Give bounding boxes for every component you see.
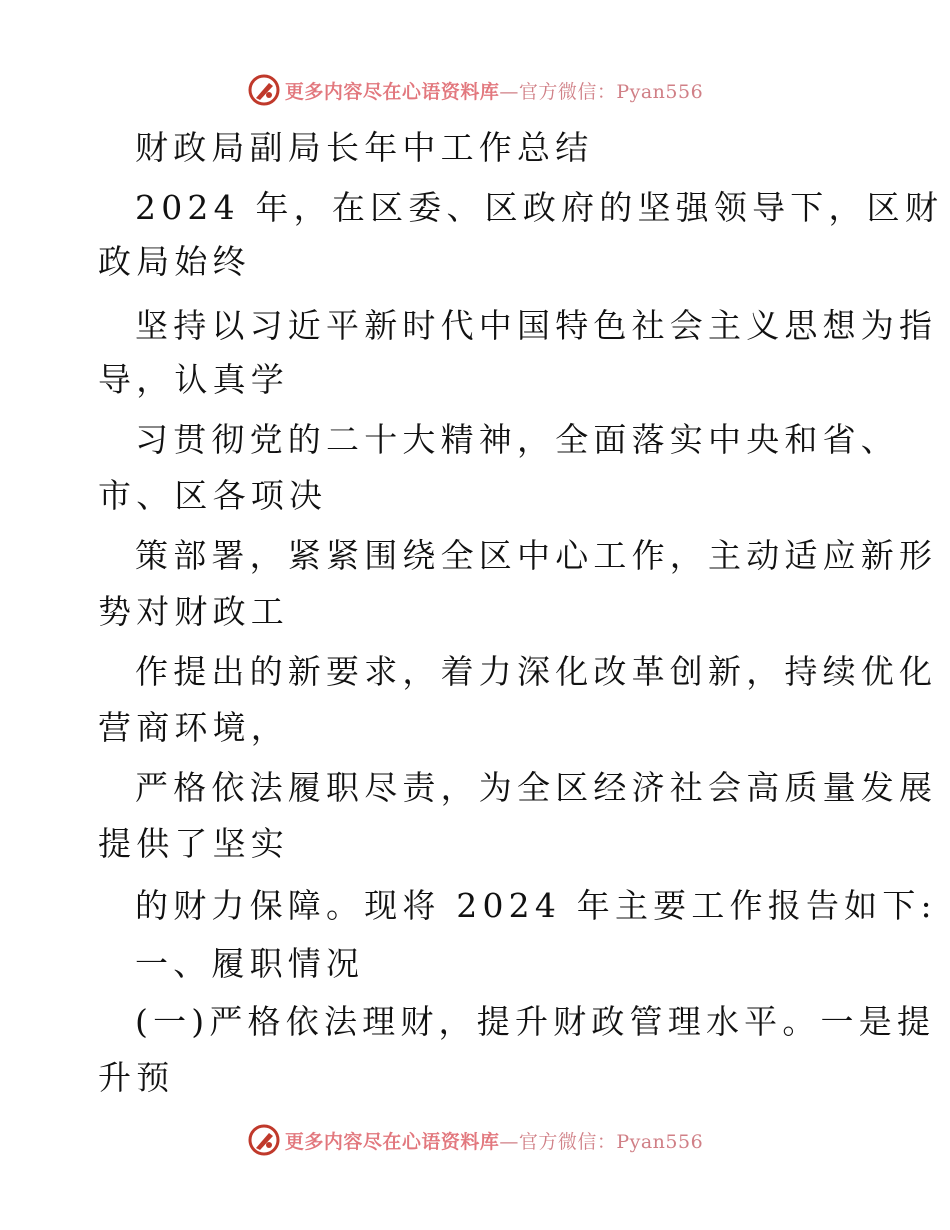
paragraph-line: 升预 xyxy=(98,1058,175,1097)
banner-text-main: 更多内容尽在心语资料库 xyxy=(284,80,500,103)
pen-logo-icon xyxy=(247,73,281,107)
banner-text-main: 更多内容尽在心语资料库 xyxy=(284,1130,500,1153)
banner-text-suffix: —官方微信：Pyan556 xyxy=(499,1130,704,1153)
paragraph-line: (一)严格依法理财，提升财政管理水平。一是提 xyxy=(135,1002,936,1041)
paragraph-line: 习贯彻党的二十大精神，全面落实中央和省、 xyxy=(135,420,899,459)
paragraph-line: 作提出的新要求，着力深化改革创新，持续优化 xyxy=(135,652,938,691)
paragraph-line: 营商环境， xyxy=(98,708,289,747)
paragraph-line: 严格依法履职尽责，为全区经济社会高质量发展 xyxy=(135,768,938,807)
paragraph-line: 2024 年，在区委、区政府的坚强领导下，区财 xyxy=(135,188,944,227)
footer-banner xyxy=(0,1120,950,1160)
paragraph-line: 势对财政工 xyxy=(98,592,289,631)
paragraph-line: 提供了坚实 xyxy=(98,824,289,863)
section-heading: 一、履职情况 xyxy=(135,944,365,983)
header-banner xyxy=(0,70,950,110)
pen-logo-icon xyxy=(247,1123,281,1157)
paragraph-line: 政局始终 xyxy=(98,242,251,281)
banner-text-suffix: —官方微信：Pyan556 xyxy=(499,80,704,103)
paragraph-line: 导，认真学 xyxy=(98,360,289,399)
document-title: 财政局副局长年中工作总结 xyxy=(135,128,594,167)
paragraph-line: 坚持以习近平新时代中国特色社会主义思想为指 xyxy=(135,306,938,345)
paragraph-line: 的财力保障。现将 2024 年主要工作报告如下: xyxy=(135,886,937,925)
paragraph-line: 市、区各项决 xyxy=(98,476,328,515)
paragraph-line: 策部署，紧紧围绕全区中心工作，主动适应新形 xyxy=(135,536,938,575)
